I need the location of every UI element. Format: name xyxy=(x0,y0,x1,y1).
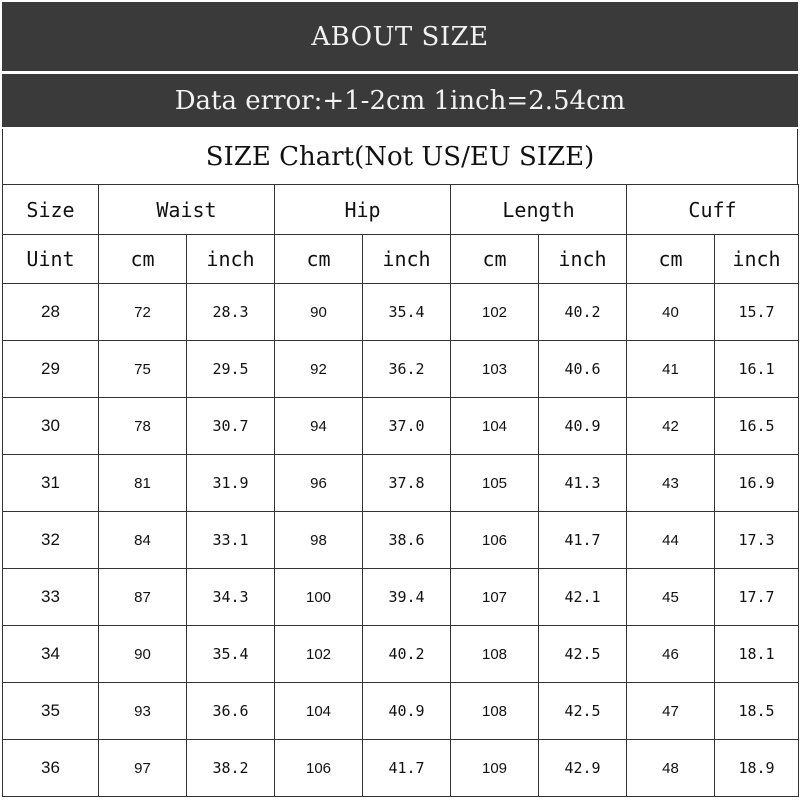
measurement-cell: 40.2 xyxy=(539,284,627,341)
measurement-cell: 94 xyxy=(275,398,363,455)
measurement-cell: 39.4 xyxy=(363,569,451,626)
measurement-cell: 16.5 xyxy=(715,398,799,455)
measurement-cell: 43 xyxy=(627,455,715,512)
measurement-cell: 37.8 xyxy=(363,455,451,512)
table-row xyxy=(3,455,799,512)
measurement-cell: 31.9 xyxy=(187,455,275,512)
measurement-cell: 97 xyxy=(99,740,187,797)
size-value: 30 xyxy=(3,398,99,455)
size-value: 29 xyxy=(3,341,99,398)
measurement-cell: 18.5 xyxy=(715,683,799,740)
measurement-cell: 38.6 xyxy=(363,512,451,569)
unit-header-row xyxy=(3,235,799,284)
unit-cell: inch xyxy=(715,235,799,284)
measurement-cell: 42.1 xyxy=(539,569,627,626)
measurement-cell: 108 xyxy=(451,683,539,740)
measurement-cell: 46 xyxy=(627,626,715,683)
measurement-cell: 17.7 xyxy=(715,569,799,626)
unit-cell: inch xyxy=(187,235,275,284)
measurement-cell: 92 xyxy=(275,341,363,398)
measurement-note: Data error:+1-2cm 1inch=2.54cm xyxy=(2,74,798,127)
waist-header: Waist xyxy=(99,185,275,235)
measurement-cell: 36.2 xyxy=(363,341,451,398)
measurement-cell: 35.4 xyxy=(363,284,451,341)
measurement-cell: 96 xyxy=(275,455,363,512)
chart-subtitle: SIZE Chart(Not US/EU SIZE) xyxy=(2,129,798,184)
measurement-cell: 40.2 xyxy=(363,626,451,683)
measurement-cell: 42.5 xyxy=(539,626,627,683)
measurement-cell: 41.3 xyxy=(539,455,627,512)
measurement-cell: 105 xyxy=(451,455,539,512)
table-row xyxy=(3,341,799,398)
measurement-cell: 93 xyxy=(99,683,187,740)
size-header: Size xyxy=(3,185,99,235)
measurement-cell: 17.3 xyxy=(715,512,799,569)
table-row xyxy=(3,512,799,569)
unit-cell: cm xyxy=(627,235,715,284)
size-value: 36 xyxy=(3,740,99,797)
measurement-cell: 102 xyxy=(451,284,539,341)
unit-cell: cm xyxy=(275,235,363,284)
table-row xyxy=(3,284,799,341)
unit-cell: cm xyxy=(99,235,187,284)
table-row xyxy=(3,740,799,797)
page-title: ABOUT SIZE xyxy=(2,2,798,71)
group-header-row xyxy=(3,185,799,235)
measurement-cell: 75 xyxy=(99,341,187,398)
size-value: 33 xyxy=(3,569,99,626)
measurement-cell: 41.7 xyxy=(539,512,627,569)
measurement-cell: 103 xyxy=(451,341,539,398)
measurement-cell: 40 xyxy=(627,284,715,341)
table-row xyxy=(3,569,799,626)
table-row xyxy=(3,626,799,683)
measurement-cell: 42.9 xyxy=(539,740,627,797)
measurement-cell: 38.2 xyxy=(187,740,275,797)
measurement-cell: 104 xyxy=(451,398,539,455)
measurement-cell: 41 xyxy=(627,341,715,398)
measurement-cell: 100 xyxy=(275,569,363,626)
measurement-cell: 41.7 xyxy=(363,740,451,797)
measurement-cell: 109 xyxy=(451,740,539,797)
measurement-cell: 18.1 xyxy=(715,626,799,683)
measurement-cell: 33.1 xyxy=(187,512,275,569)
measurement-cell: 90 xyxy=(275,284,363,341)
measurement-cell: 16.1 xyxy=(715,341,799,398)
measurement-cell: 28.3 xyxy=(187,284,275,341)
size-value: 31 xyxy=(3,455,99,512)
size-table xyxy=(2,184,799,797)
table-row xyxy=(3,683,799,740)
measurement-cell: 18.9 xyxy=(715,740,799,797)
measurement-cell: 81 xyxy=(99,455,187,512)
measurement-cell: 37.0 xyxy=(363,398,451,455)
measurement-cell: 87 xyxy=(99,569,187,626)
table-row xyxy=(3,398,799,455)
measurement-cell: 78 xyxy=(99,398,187,455)
unit-cell: cm xyxy=(451,235,539,284)
measurement-cell: 16.9 xyxy=(715,455,799,512)
measurement-cell: 106 xyxy=(451,512,539,569)
measurement-cell: 29.5 xyxy=(187,341,275,398)
unit-header: Uint xyxy=(3,235,99,284)
measurement-cell: 40.9 xyxy=(539,398,627,455)
measurement-cell: 42 xyxy=(627,398,715,455)
measurement-cell: 45 xyxy=(627,569,715,626)
measurement-cell: 90 xyxy=(99,626,187,683)
measurement-cell: 84 xyxy=(99,512,187,569)
measurement-cell: 30.7 xyxy=(187,398,275,455)
size-value: 35 xyxy=(3,683,99,740)
measurement-cell: 35.4 xyxy=(187,626,275,683)
size-value: 28 xyxy=(3,284,99,341)
measurement-cell: 42.5 xyxy=(539,683,627,740)
measurement-cell: 106 xyxy=(275,740,363,797)
measurement-cell: 40.9 xyxy=(363,683,451,740)
measurement-cell: 47 xyxy=(627,683,715,740)
size-value: 32 xyxy=(3,512,99,569)
measurement-cell: 36.6 xyxy=(187,683,275,740)
measurement-cell: 48 xyxy=(627,740,715,797)
measurement-cell: 107 xyxy=(451,569,539,626)
size-value: 34 xyxy=(3,626,99,683)
measurement-cell: 40.6 xyxy=(539,341,627,398)
measurement-cell: 108 xyxy=(451,626,539,683)
measurement-cell: 72 xyxy=(99,284,187,341)
measurement-cell: 44 xyxy=(627,512,715,569)
unit-cell: inch xyxy=(539,235,627,284)
measurement-cell: 15.7 xyxy=(715,284,799,341)
measurement-cell: 98 xyxy=(275,512,363,569)
unit-cell: inch xyxy=(363,235,451,284)
measurement-cell: 102 xyxy=(275,626,363,683)
hip-header: Hip xyxy=(275,185,451,235)
length-header: Length xyxy=(451,185,627,235)
measurement-cell: 104 xyxy=(275,683,363,740)
cuff-header: Cuff xyxy=(627,185,799,235)
measurement-cell: 34.3 xyxy=(187,569,275,626)
